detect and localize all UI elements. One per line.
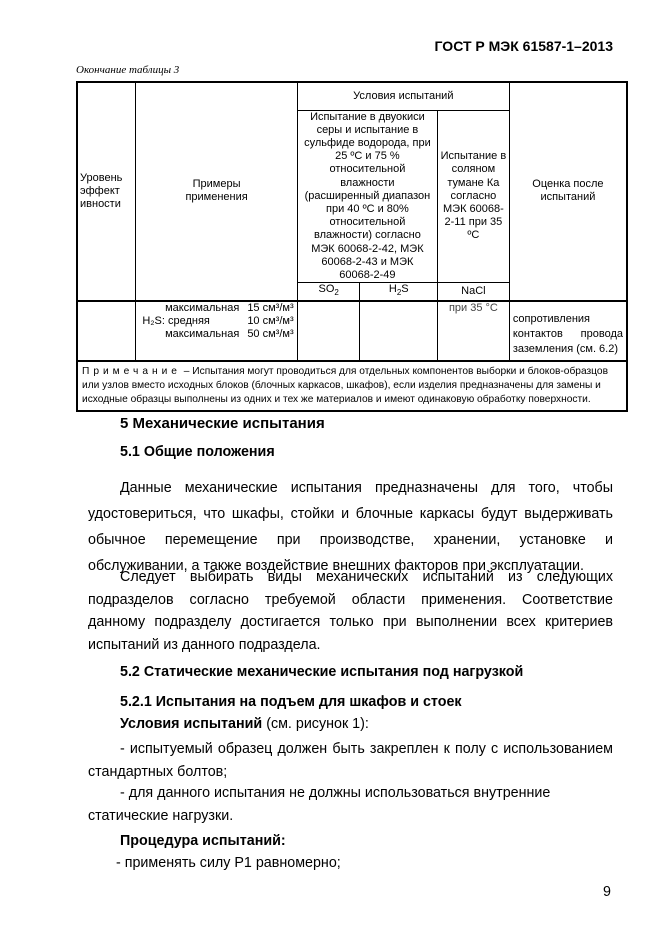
examples-cell: максимальная 15 см³/м³ H₂S: средняя 10 см³/м³ максимальная 50 см³/м³ (136, 301, 298, 361)
salt-cell: при 35 °С (437, 301, 509, 361)
page-number: 9 (603, 884, 611, 900)
list-item-3: - применять силу Р1 равномерно; (116, 855, 341, 871)
table-3 (76, 81, 628, 412)
header-salt-test: Испытание в соляном тумане Ка согласно МЭК 60068-2-11 при 35 ºС (437, 110, 509, 283)
paragraph-2: Следует выбирать виды механических испытаний из следующих подразделов согласно требуемой области применения. Соответствие данному подразделу достигается только при выполнении всех критериев испытаний из данного подраздела. (88, 569, 613, 653)
procedure-heading: Процедура испытаний: (120, 833, 286, 849)
header-evaluation: Оценка после испытаний (509, 82, 627, 301)
table-row (77, 301, 627, 361)
section-5-heading: 5 Механические испытания (120, 415, 325, 432)
header-gas-test: Испытание в двуокиси серы и испытание в сульфиде водорода, при 25 ºС и 75 % относительной влажности (расширенный диапазон при 40 ºС и 80% относительной влажности) согласно МЭК 60068-2-42, МЭК 60068-2-43 и МЭК 60068-2-49 (297, 110, 437, 283)
evaluation-cell: сопротивления контактов провода заземления (см. 6.2) (509, 301, 627, 361)
subheader-so2: $SO_2$ (297, 283, 360, 301)
section-5-2-heading: 5.2 Статические механические испытания под нагрузкой (120, 664, 524, 680)
table-note: Примечание – Испытания могут проводиться для отдельных компонентов выборки и блоков-образцов или узлов вместо исходных блоков (блочных каркасов, шкафов), если изделия предназначены для замены и исходные образцы выполнены из одних и тех же материалов и имеют одинаковую обработку поверхности. (77, 361, 627, 411)
table-caption: Окончание таблицы 3 (76, 64, 180, 76)
header-conditions: Условия испытаний (297, 82, 509, 110)
list-item-2: - для данного испытания не должны использоваться внутренние (120, 785, 551, 801)
subheader-nacl: NaCl (437, 283, 509, 301)
document-header: ГОСТ Р МЭК 61587-1–2013 (434, 38, 613, 54)
subheader-h2s: $H_2S$ (360, 283, 438, 301)
paragraph-1: Данные механические испытания предназначены для того, чтобы удостовериться, что шкафы, стойки и блочные каркасы будут выдерживать обычное перемещение при производстве, хранении, установке и обслуживании, а также воздействие внешних факторов при эксплуатации. (88, 480, 613, 574)
list-item-2-cont: статические нагрузки. (88, 808, 234, 824)
section-5-1-heading: 5.1 Общие положения (120, 444, 275, 460)
conditions-line: Условия испытаний (см. рисунок 1): (120, 716, 369, 732)
section-5-2-1-heading: 5.2.1 Испытания на подъем для шкафов и стоек (120, 694, 462, 710)
header-examples: Примеры применения (136, 82, 298, 301)
header-level: Уровень эффект ивности (77, 82, 136, 301)
list-item-1: - испытуемый образец должен быть закреплен к полу с использованием стандартных болтов; (88, 741, 613, 780)
